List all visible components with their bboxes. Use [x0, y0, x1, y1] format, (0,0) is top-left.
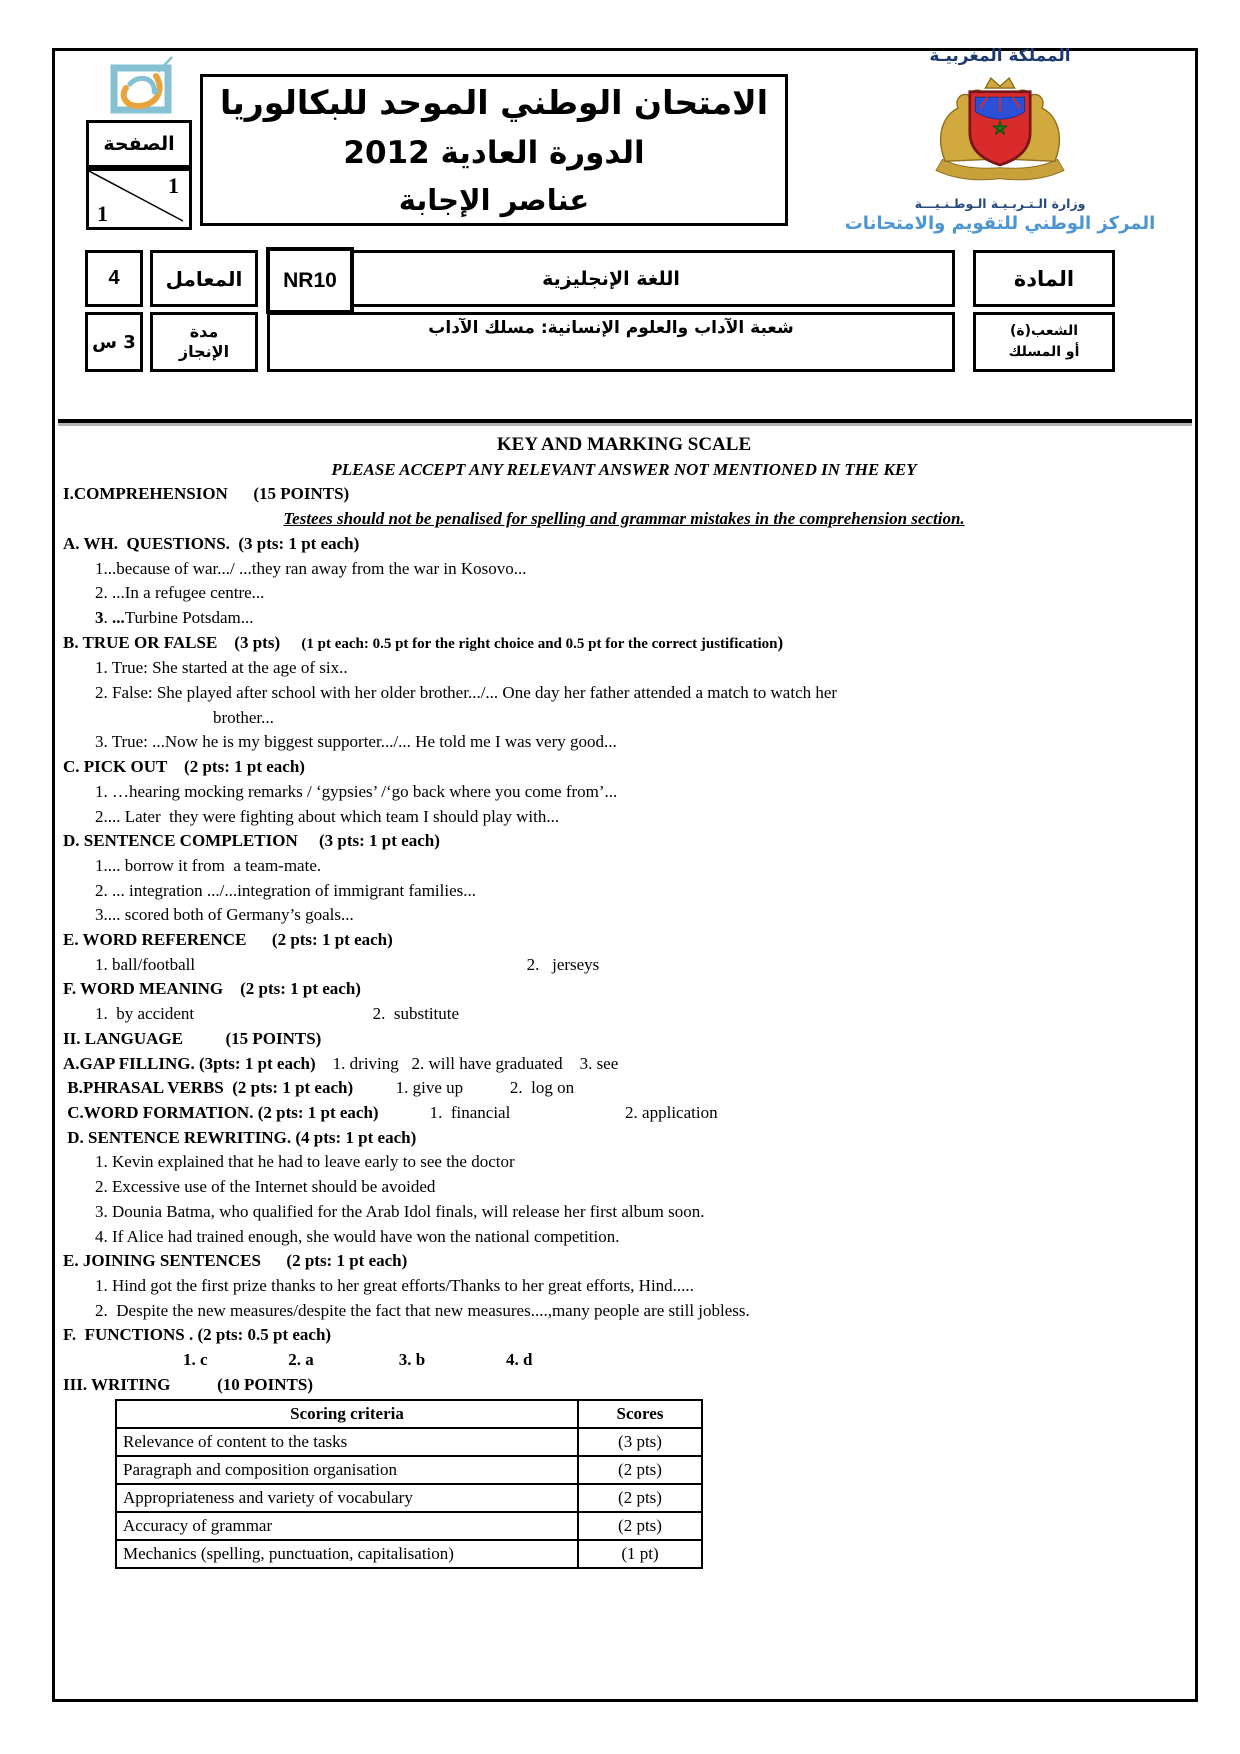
exam-title-box: [200, 74, 788, 226]
scoring-table-row: [116, 1456, 702, 1484]
scoring-table-row: [116, 1512, 702, 1540]
score-cell: (1 pt): [578, 1540, 702, 1568]
exam-title-line1: الامتحان الوطني الموحد للبكالوريا: [219, 83, 769, 122]
body-line: Testees should not be penalised for spelling and grammar mistakes in the comprehension section.: [283, 509, 965, 529]
body-line: III. WRITING (10 POINTS): [63, 1374, 314, 1394]
stream-value-box: [267, 312, 955, 372]
criteria-cell: Accuracy of grammar: [116, 1512, 578, 1540]
score-cell: (2 pts): [578, 1484, 702, 1512]
exam-code: NR10: [283, 268, 337, 292]
national-evaluation-center-logo-icon: [106, 56, 182, 116]
answer-key-body: [63, 433, 1185, 1569]
body-line: 3. Dounia Batma, who qualified for the Arab Idol finals, will release her first album soon.: [95, 1201, 705, 1221]
page-current: 1: [168, 173, 179, 198]
exam-title-line2: الدورة العادية 2012: [343, 134, 645, 171]
coefficient-value-box: [85, 250, 143, 307]
score-cell: (2 pts): [578, 1512, 702, 1540]
body-line: 2.... Later they were fighting about which team I should play with...: [95, 806, 560, 826]
page-label: الصفحة: [103, 133, 175, 155]
body-line: 1. c 2. a 3. b 4. d: [183, 1350, 533, 1370]
scoring-table-body: [116, 1428, 702, 1568]
coefficient-label: المعامل: [165, 266, 243, 291]
stream-label-line1: الشعب(ة): [1009, 323, 1079, 339]
criteria-cell: Relevance of content to the tasks: [116, 1428, 578, 1456]
coefficient-label-box: [150, 250, 258, 307]
scoring-table: [115, 1399, 703, 1569]
exam-title-line3: عناصر الإجابة: [398, 183, 590, 217]
moroccan-coat-of-arms-icon: [905, 68, 1095, 196]
body-lines: [63, 433, 1185, 1397]
body-line: E. WORD REFERENCE (2 pts: 1 pt each): [63, 930, 393, 950]
page-label-box: [86, 120, 192, 168]
body-line: 2. Excessive use of the Internet should be avoided: [95, 1177, 436, 1197]
body-line: PLEASE ACCEPT ANY RELEVANT ANSWER NOT MENTIONED IN THE KEY: [331, 459, 917, 479]
score-cell: (2 pts): [578, 1456, 702, 1484]
body-line: D. SENTENCE COMPLETION (3 pts: 1 pt each): [63, 831, 440, 851]
subject-box: [267, 250, 955, 307]
body-line: 3.... scored both of Germany’s goals...: [95, 905, 354, 925]
body-line: II. LANGUAGE (15 POINTS): [63, 1028, 322, 1048]
body-line: 2. Despite the new measures/despite the fact that new measures....,many people are still jobless.: [95, 1300, 750, 1320]
body-line: 1. True: She started at the age of six..: [95, 658, 348, 678]
body-line: 2. ...In a refugee centre...: [95, 583, 265, 603]
body-line: brother...: [213, 707, 274, 727]
coefficient-value: 4: [108, 267, 120, 289]
duration-value: 3 س: [92, 331, 136, 353]
body-line: 1. Kevin explained that he had to leave early to see the doctor: [95, 1152, 515, 1172]
body-line: 1.... borrow it from a team-mate.: [95, 855, 322, 875]
scoring-table-header-row: [116, 1400, 702, 1428]
criteria-cell: Paragraph and composition organisation: [116, 1456, 578, 1484]
scores-header: Scores: [578, 1400, 702, 1428]
criteria-header: Scoring criteria: [116, 1400, 578, 1428]
stream-label-line2: أو المسلك: [1008, 344, 1080, 360]
body-line: A. WH. QUESTIONS. (3 pts: 1 pt each): [63, 533, 360, 553]
subject-value: اللغة الإنجليزية: [542, 267, 680, 290]
header-separator: [58, 419, 1192, 423]
body-line: C. PICK OUT (2 pts: 1 pt each): [63, 757, 305, 777]
score-cell: (3 pts): [578, 1428, 702, 1456]
body-line: KEY AND MARKING SCALE: [496, 434, 752, 455]
subject-label-box: [973, 250, 1115, 307]
body-line: B. TRUE OR FALSE (3 pts) (1 pt each: 0.5 pt for the right choice and 0.5 pt for the correct justification): [63, 632, 784, 652]
scoring-table-row: [116, 1540, 702, 1568]
body-line: 1. by accident 2. substitute: [95, 1004, 460, 1024]
criteria-cell: Appropriateness and variety of vocabulary: [116, 1484, 578, 1512]
body-line: I.COMPREHENSION (15 POINTS): [63, 484, 350, 504]
body-line: 1...because of war.../ ...they ran away from the war in Kosovo...: [95, 558, 527, 578]
stream-label-box: [973, 312, 1115, 372]
duration-label-line2: الإنجاز: [178, 342, 230, 361]
duration-value-box: [85, 312, 143, 372]
scoring-table-row: [116, 1484, 702, 1512]
subject-label: المادة: [1013, 266, 1075, 291]
body-line: 1. Hind got the first prize thanks to her great efforts/Thanks to her great efforts, Hind.....: [95, 1275, 694, 1295]
ministry-label: وزارة الـتـربـيـة الـوطـنـيـــة: [914, 196, 1086, 211]
body-line: 2. False: She played after school with her older brother.../... One day her father attended a match to watch her: [95, 683, 838, 703]
body-line: 3. True: ...Now he is my biggest supporter.../... He told me I was very good...: [95, 732, 617, 752]
official-header-block: [820, 46, 1180, 234]
body-line: 1. ball/football 2. jerseys: [95, 954, 600, 974]
criteria-cell: Mechanics (spelling, punctuation, capitalisation): [116, 1540, 578, 1568]
body-line: 3. ...Turbine Potsdam...: [95, 607, 254, 627]
body-line: 4. If Alice had trained enough, she would have won the national competition.: [95, 1226, 620, 1246]
page-total: 1: [97, 201, 108, 226]
stream-value: شعبة الآداب والعلوم الإنسانية: مسلك الآداب: [428, 318, 794, 338]
body-line: 2. ... integration .../...integration of immigrant families...: [95, 880, 477, 900]
exam-code-box: [266, 247, 354, 314]
duration-label-line1: مدة: [189, 322, 219, 341]
page-count-box: [86, 168, 192, 230]
body-line: D. SENTENCE REWRITING. (4 pts: 1 pt each): [63, 1127, 417, 1147]
body-line: B.PHRASAL VERBS (2 pts: 1 pt each) 1. give up 2. log on: [63, 1078, 575, 1098]
body-line: F. FUNCTIONS . (2 pts: 0.5 pt each): [63, 1325, 332, 1345]
body-line: C.WORD FORMATION. (2 pts: 1 pt each) 1. financial 2. application: [63, 1102, 718, 1122]
body-line: 1. …hearing mocking remarks / ‘gypsies’ /‘go back where you come from’...: [95, 781, 618, 801]
body-line: A.GAP FILLING. (3pts: 1 pt each) 1. driving 2. will have graduated 3. see: [63, 1053, 619, 1073]
body-line: F. WORD MEANING (2 pts: 1 pt each): [63, 979, 361, 999]
kingdom-label: المملكة المغربيـة: [929, 46, 1071, 66]
national-center-label: المركز الوطني للتقويم والامتحانات: [844, 213, 1156, 234]
body-line: E. JOINING SENTENCES (2 pts: 1 pt each): [63, 1251, 408, 1271]
scoring-table-row: [116, 1428, 702, 1456]
duration-label-box: [150, 312, 258, 372]
